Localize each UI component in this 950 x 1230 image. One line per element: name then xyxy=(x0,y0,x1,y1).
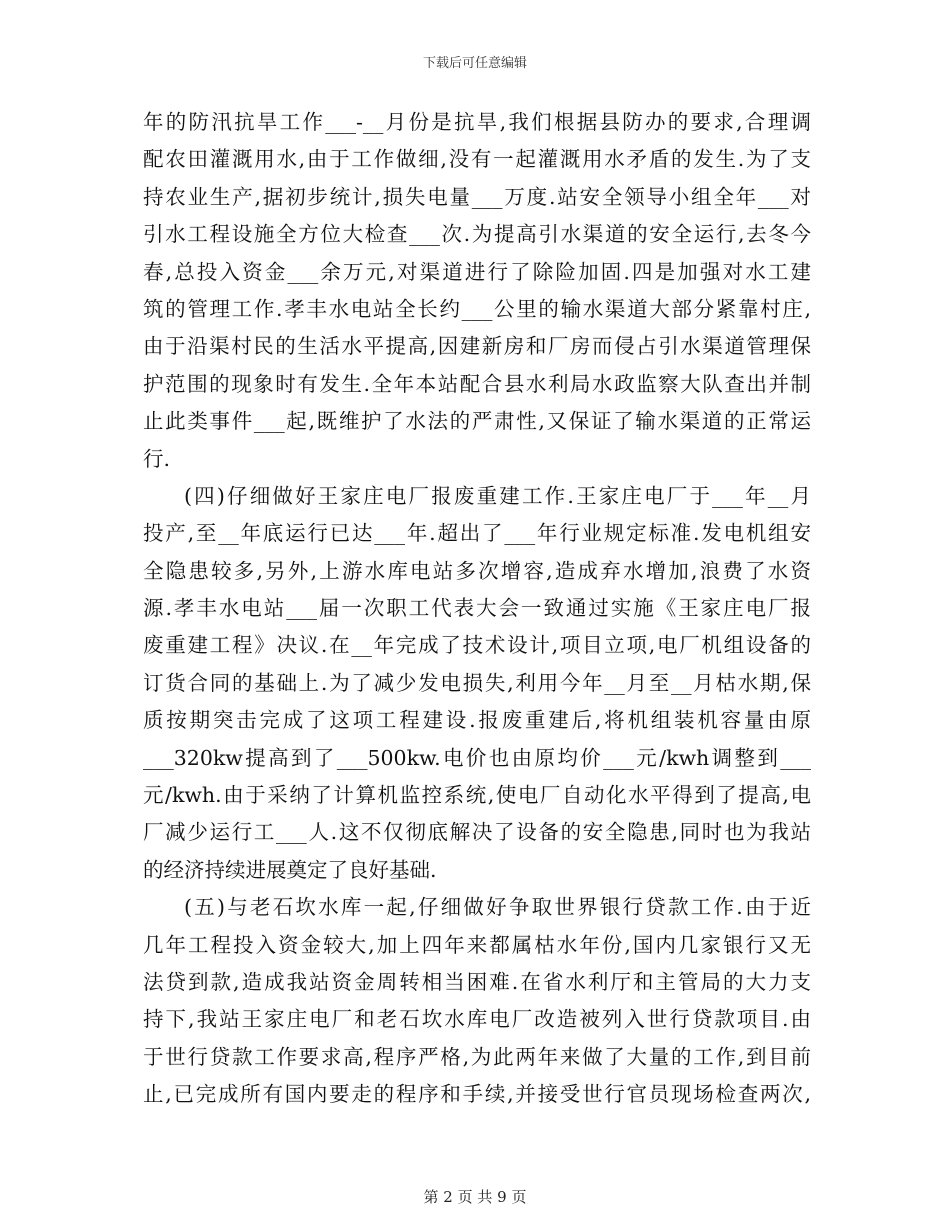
body-line: 全隐患较多,另外,上游水库电站多次增容,造成弃水增加,浪费了水资 xyxy=(143,558,811,583)
document-body xyxy=(143,104,811,1114)
page-number-footer: 第 2 页 共 9 页 xyxy=(423,1188,527,1206)
body-line: 护范围的现象时有发生.全年本站配合县水利局水政监察大队查出并制 xyxy=(143,371,811,396)
body-line: 行. xyxy=(143,446,171,471)
page-header: 下载后可任意编辑 xyxy=(422,56,527,71)
body-line: ___320kw提高到了___500kw.电价也由原均价___元/kwh调整到___ xyxy=(143,745,811,770)
body-line: 持下,我站王家庄电厂和老石坎水库电厂改造被列入世行贷款项目.由 xyxy=(143,1007,811,1032)
body-line: 筑的管理工作.孝丰水电站全长约___公里的输水渠道大部分紧靠村庄, xyxy=(143,296,811,321)
body-line: 持农业生产,据初步统计,损失电量___万度.站安全领导小组全年___对 xyxy=(143,184,811,209)
body-line: 几年工程投入资金较大,加上四年来都属枯水年份,国内几家银行又无 xyxy=(143,932,811,957)
body-line: 的经济持续进展奠定了良好基础. xyxy=(143,857,437,882)
body-line: 元/kwh.由于采纳了计算机监控系统,使电厂自动化水平得到了提高,电 xyxy=(143,783,811,808)
body-line: 引水工程设施全方位大检查___次.为提高引水渠道的安全运行,去冬今 xyxy=(143,222,811,247)
body-line: 配农田灌溉用水,由于工作做细,没有一起灌溉用水矛盾的发生.为了支 xyxy=(143,147,811,172)
paragraph-start-line: (五)与老石坎水库一起,仔细做好争取世界银行贷款工作.由于近 xyxy=(184,895,811,920)
body-line: 年的防汛抗旱工作___-__月份是抗旱,我们根据县防办的要求,合理调 xyxy=(143,110,811,134)
body-line: 源.孝丰水电站___届一次职工代表大会一致通过实施《王家庄电厂报 xyxy=(143,596,811,621)
body-line: 由于沿渠村民的生活水平提高,因建新房和厂房而侵占引水渠道管理保 xyxy=(143,334,811,359)
body-line: 废重建工程》决议.在__年完成了技术设计,项目立项,电厂机组设备的 xyxy=(143,633,811,658)
paragraph-start-line: (四)仔细做好王家庄电厂报废重建工作.王家庄电厂于___年__月 xyxy=(184,483,811,508)
body-line: 于世行贷款工作要求高,程序严格,为此两年来做了大量的工作,到目前 xyxy=(143,1044,811,1069)
body-line: 止此类事件___起,既维护了水法的严肃性,又保证了输水渠道的正常运 xyxy=(143,409,811,434)
body-line: 春,总投入资金___余万元,对渠道进行了除险加固.四是加强对水工建 xyxy=(143,259,811,284)
body-line: 止,已完成所有国内要走的程序和手续,并接受世行官员现场检查两次, xyxy=(143,1082,811,1107)
body-line: 质按期突击完成了这项工程建设.报废重建后,将机组装机容量由原 xyxy=(143,708,811,733)
body-line: 订货合同的基础上.为了减少发电损失,利用今年__月至__月枯水期,保 xyxy=(143,670,811,695)
body-line: 法贷到款,造成我站资金周转相当困难.在省水利厅和主管局的大力支 xyxy=(143,969,811,994)
body-line: 投产,至__年底运行已达___年.超出了___年行业规定标准.发电机组安 xyxy=(143,521,811,546)
body-line: 厂减少运行工___人.这不仅彻底解决了设备的安全隐患,同时也为我站 xyxy=(143,820,811,845)
